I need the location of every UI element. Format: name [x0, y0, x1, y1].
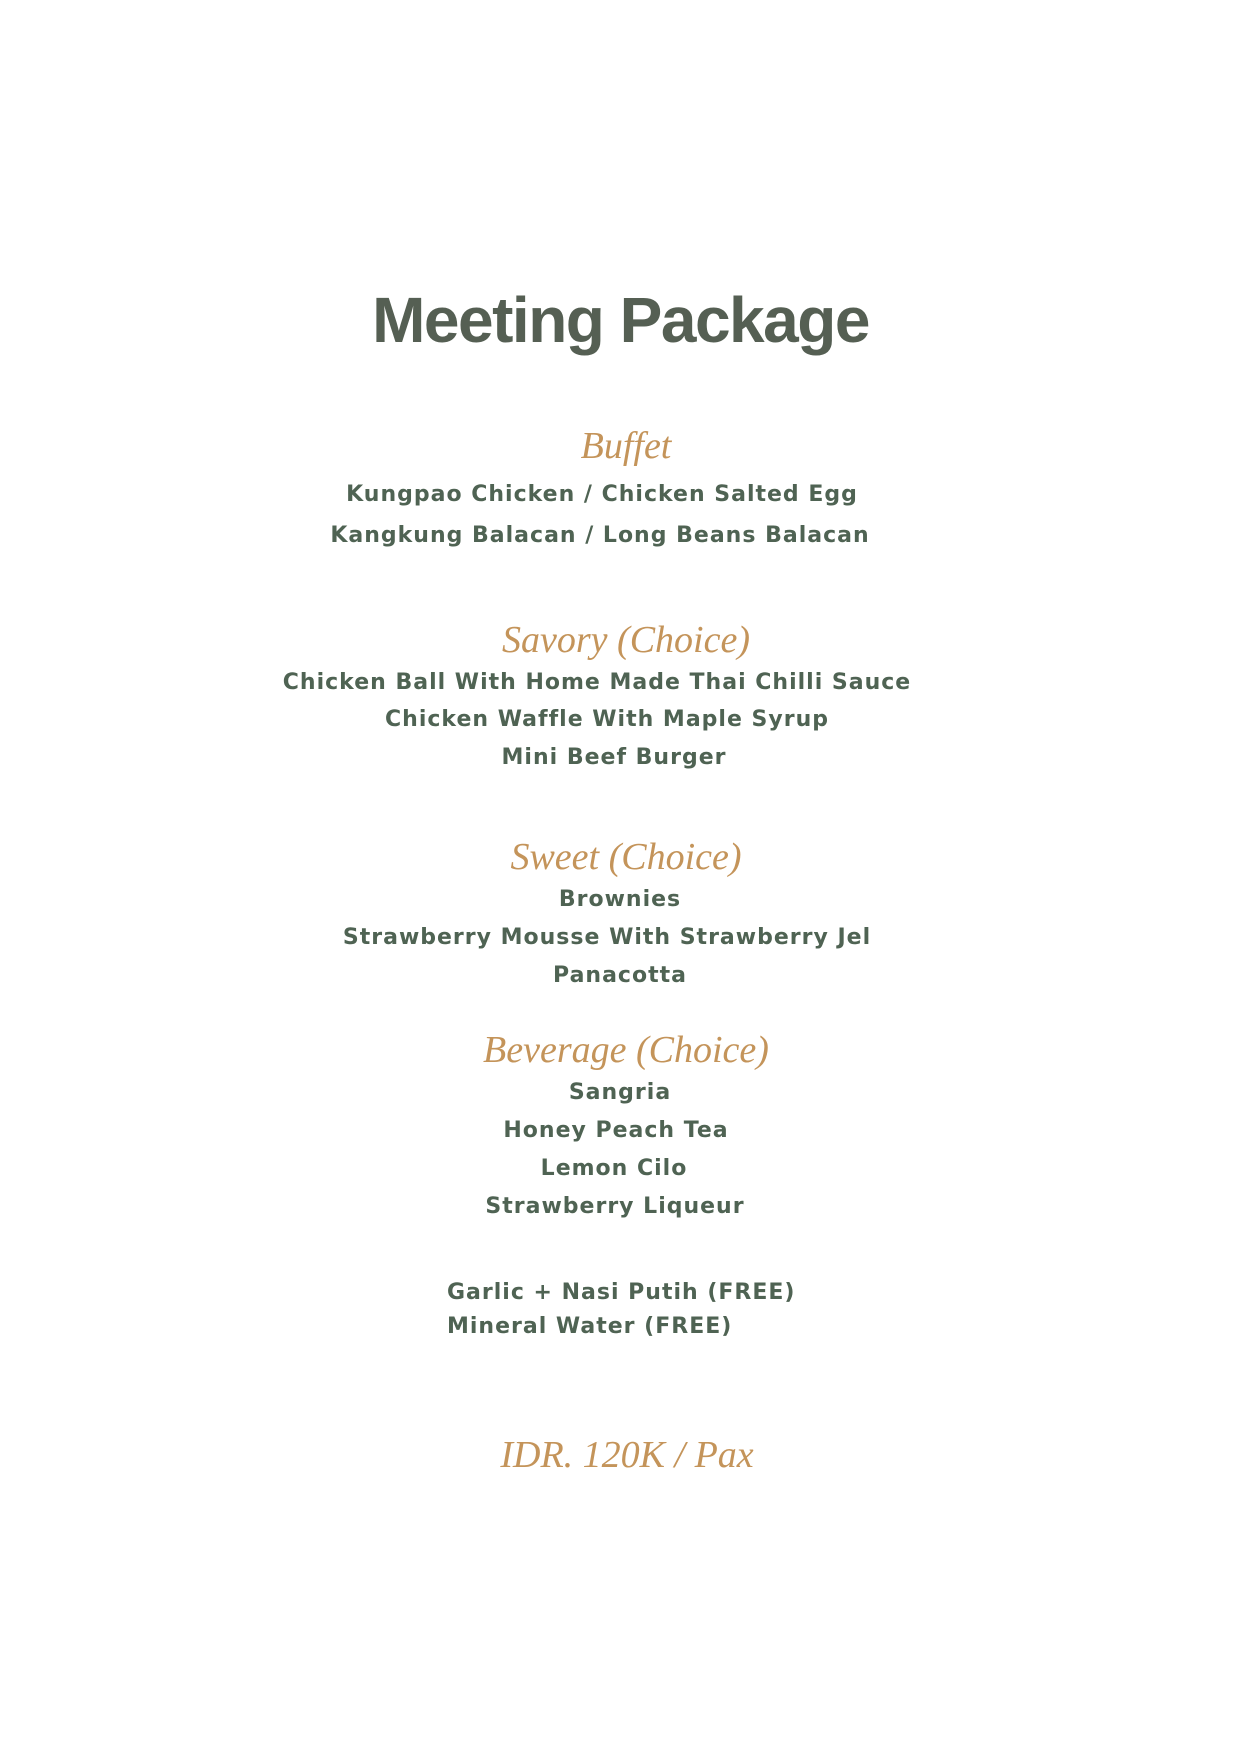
section-heading-savory: Savory (Choice) [502, 619, 750, 661]
menu-item: Strawberry Liqueur [485, 1194, 745, 1219]
free-item: Garlic + Nasi Putih (FREE) [447, 1280, 796, 1305]
free-item: Mineral Water (FREE) [447, 1314, 733, 1339]
menu-item: Sangria [568, 1080, 672, 1105]
section-heading-sweet: Sweet (Choice) [510, 836, 742, 878]
section-heading-beverage: Beverage (Choice) [483, 1029, 769, 1071]
menu-item: Chicken Ball With Home Made Thai Chilli Sauce [282, 670, 912, 695]
menu-item: Kangkung Balacan / Long Beans Balacan [330, 523, 870, 548]
section-heading-buffet: Buffet [580, 425, 672, 467]
menu-item: Mini Beef Burger [501, 745, 727, 770]
menu-item: Chicken Waffle With Maple Syrup [385, 707, 829, 732]
price-label: IDR. 120K / Pax [500, 1434, 754, 1476]
menu-item: Honey Peach Tea [503, 1118, 729, 1143]
menu-item: Lemon Cilo [540, 1156, 688, 1181]
menu-item: Kungpao Chicken / Chicken Salted Egg [346, 482, 858, 507]
page-title: Meeting Package [372, 284, 869, 356]
menu-item: Panacotta [553, 963, 687, 988]
menu-item: Brownies [558, 887, 682, 912]
menu-item: Strawberry Mousse With Strawberry Jel [342, 925, 872, 950]
